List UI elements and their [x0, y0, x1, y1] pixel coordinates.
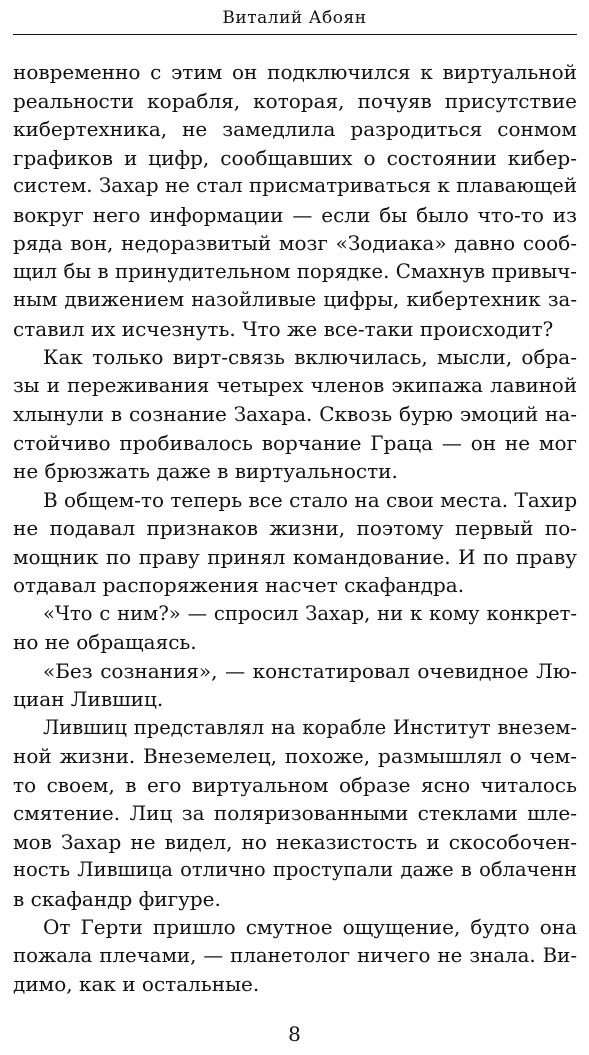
- text-line: но не обращаясь.: [13, 630, 197, 654]
- text-line: ряда вон, недоразвитый мозг «Зодиака» давно сооб-: [13, 231, 577, 255]
- header-rule: [13, 34, 577, 35]
- text-line: вокруг него информации — если бы было что-то из: [13, 202, 577, 227]
- text-line: ставил их исчезнуть. Что же все-таки происходит?: [13, 316, 554, 341]
- text-line: мощник по праву принял командование. И по праву: [13, 544, 577, 569]
- text-line: реальности корабля, которая, почуяв присутствие: [13, 88, 577, 113]
- text-line: стойчиво пробивалось ворчание Граца — он не мог: [13, 430, 577, 455]
- text-line: Лившиц представлял на корабле Институт внезем-: [43, 715, 577, 739]
- text-line: новременно с этим он подключился к виртуальной: [13, 60, 577, 84]
- text-line: то своем, в его виртуальном образе ясно читалось: [13, 772, 577, 797]
- text-line: не брюзжать даже в виртуальности.: [13, 459, 398, 483]
- text-line: систем. Захар не стал присматриваться к плавающей: [13, 174, 577, 197]
- text-line: щил бы в принудительном порядке. Смахнув привыч-: [13, 259, 577, 283]
- text-line: смятение. Лиц за поляризованными стеклами шле-: [13, 801, 577, 825]
- text-line: ной жизни. Внеземелец, похоже, размышлял о чем-: [13, 744, 577, 768]
- text-line: ность Лившица отлично проступали даже в облаченн: [13, 858, 577, 881]
- running-head: Виталий Абоян: [222, 8, 367, 28]
- text-line: пожала плечами, — планетолог ничего не знала. Ви-: [13, 943, 577, 967]
- text-line: Как только вирт-связь включилась, мысли, обра-: [43, 345, 577, 369]
- text-line: димо, как и остальные.: [13, 972, 260, 996]
- text-line: В общем-то теперь все стало на свои места. Тахир: [43, 487, 577, 512]
- text-line: хлынули в сознание Захара. Сквозь бурю эмоций на-: [13, 402, 577, 426]
- text-line: «Без сознания», — констатировал очевидное Лю-: [43, 658, 577, 683]
- text-line: зы и переживания четырех членов экипажа лавиной: [13, 373, 577, 397]
- text-line: «Что с ним?» — спросил Захар, ни к кому конкрет-: [43, 601, 577, 625]
- text-line: графиков и цифр, сообщавших о состоянии кибер-: [13, 145, 577, 170]
- text-line: не подавал признаков жизни, поэтому первый по-: [13, 516, 577, 540]
- text-line: кибертехника, не замедлила разродиться сонмом: [13, 117, 577, 141]
- text-line: в скафандр фигуре.: [13, 886, 221, 911]
- page-number: 8: [288, 1022, 301, 1046]
- text-line: циан Лившиц.: [13, 687, 164, 711]
- text-line: От Герти пришло смутное ощущение, будто она: [43, 915, 577, 939]
- body-text: [13, 58, 577, 999]
- text-line: мов Захар не видел, но неказистость и скособочен-: [13, 829, 577, 854]
- text-line: отдавал распоряжения насчет скафандра.: [13, 573, 465, 597]
- text-line: ным движением назойливые цифры, кибертехник за-: [13, 288, 577, 311]
